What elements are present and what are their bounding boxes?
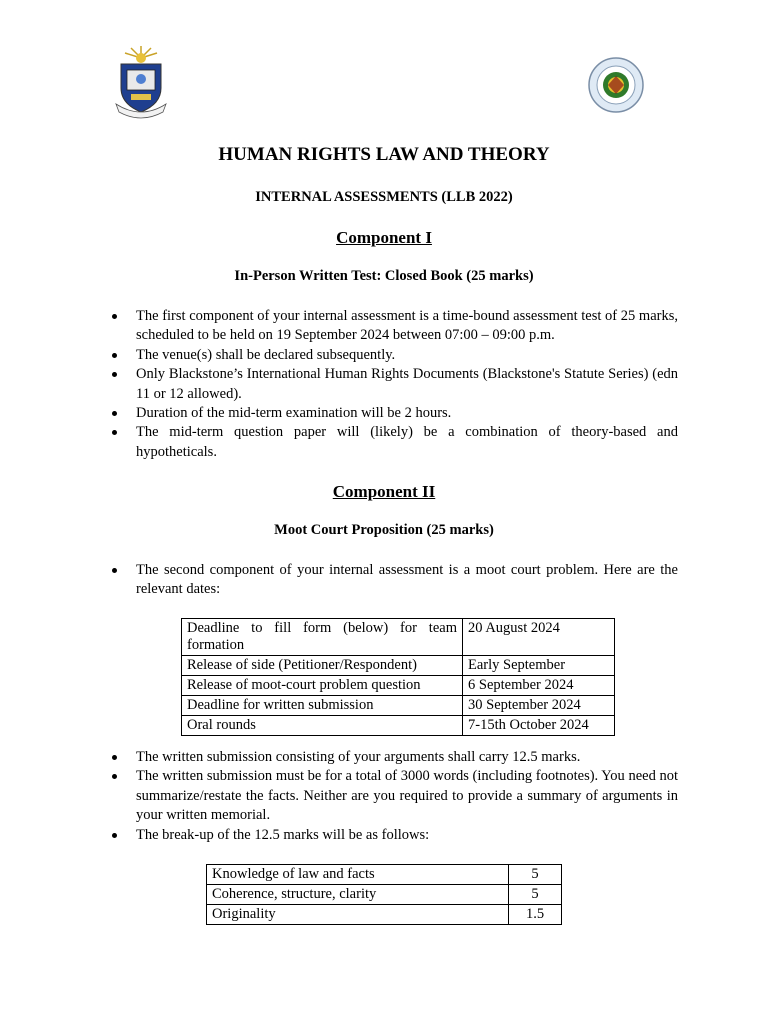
bullet-icon — [112, 353, 117, 358]
table-row: Release of moot-court problem question 6 September 2024 — [182, 676, 615, 696]
table-row: Deadline to fill form (below) for team formation 20 August 2024 — [182, 619, 615, 656]
bullet-icon — [112, 411, 117, 416]
list-item: The venue(s) shall be declared subsequently. — [108, 346, 678, 365]
component-1-heading: Component I — [336, 228, 432, 247]
document-title: HUMAN RIGHTS LAW AND THEORY — [218, 144, 550, 165]
component-2-intro-list — [108, 561, 678, 600]
bullet-icon — [112, 372, 117, 377]
table-row: Coherence, structure, clarity 5 — [207, 885, 562, 905]
table-row: Release of side (Petitioner/Respondent) Early September — [182, 656, 615, 676]
university-crest-logo — [113, 44, 169, 120]
component-1-subheading: In-Person Written Test: Closed Book (25 marks) — [234, 268, 534, 284]
table-row: Originality 1.5 — [207, 905, 562, 925]
bullet-icon — [112, 314, 117, 319]
bullet-icon — [112, 833, 117, 838]
list-item: The second component of your internal assessment is a moot court problem. Here are the relevant dates: — [108, 561, 678, 600]
component-1-bullet-list — [108, 307, 678, 462]
marks-breakup-table — [206, 864, 562, 925]
bullet-icon — [112, 568, 117, 573]
important-dates-table — [181, 618, 615, 736]
component-2-bullet-list — [108, 748, 678, 845]
component-2-heading: Component II — [332, 482, 436, 501]
bullet-icon — [112, 430, 117, 435]
list-item: Duration of the mid-term examination will be 2 hours. — [108, 404, 678, 423]
table-row: Knowledge of law and facts 5 — [207, 865, 562, 885]
list-item: Only Blackstone’s International Human Rights Documents (Blackstone's Statute Series) (edn 11 or 12 allowed). — [108, 365, 678, 404]
list-item: The written submission consisting of your arguments shall carry 12.5 marks. — [108, 748, 678, 767]
table-row: Oral rounds 7-15th October 2024 — [182, 716, 615, 736]
bullet-icon — [112, 755, 117, 760]
list-item: The written submission must be for a total of 3000 words (including footnotes). You need not summarize/restate the facts. Neither are you required to provide a summary of arguments in your written memorial. — [108, 767, 678, 825]
list-item: The break-up of the 12.5 marks will be as follows: — [108, 826, 678, 845]
list-item: The mid-term question paper will (likely) be a combination of theory-based and hypotheticals. — [108, 423, 678, 462]
document-subtitle: INTERNAL ASSESSMENTS (LLB 2022) — [255, 189, 513, 205]
table-row: Deadline for written submission 30 September 2024 — [182, 696, 615, 716]
law-school-seal-logo — [588, 54, 644, 116]
bullet-icon — [112, 774, 117, 779]
component-2-subheading: Moot Court Proposition (25 marks) — [274, 522, 494, 538]
list-item: The first component of your internal assessment is a time-bound assessment test of 25 marks, scheduled to be held on 19 September 2024 between 07:00 – 09:00 p.m. — [108, 307, 678, 346]
